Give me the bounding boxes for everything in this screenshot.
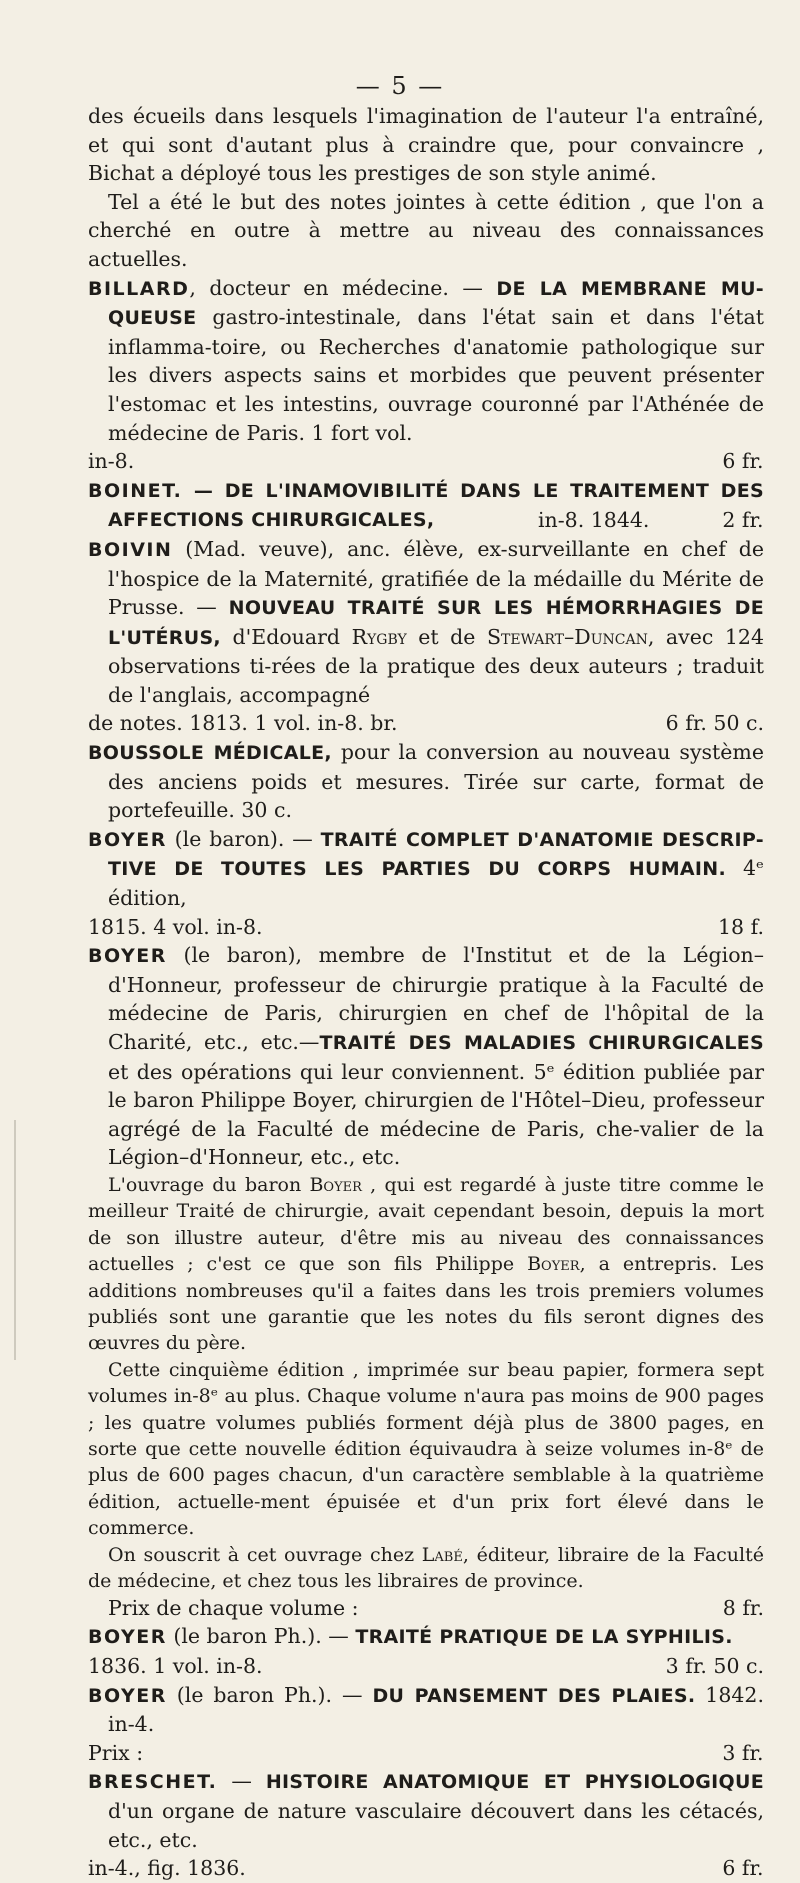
entry-author: BOYER: [88, 828, 167, 851]
entry-text: et de: [406, 624, 487, 649]
entry-format: de notes. 1813. 1 vol. in-8. br.: [88, 711, 398, 736]
entry-boyer-syphilis: [88, 1622, 764, 1680]
entry-billard: [88, 274, 764, 476]
note-paragraph-2: Cette cinquième édition , imprimée sur beau papier, formera sept volumes in-8ᵉ au plus. Chaque volume n'aura pas moins de 900 pages ; les quatre volumes publiés forment déjà plus de 3800 pages, en sorte que cette nouvelle édition équivaudra à seize volumes in-8ᵉ de plus de 600 pages chacun, d'un caractère semblable à la quatrième édition, actuelle-ment épuisée et d'un prix fort élevé dans le commerce.: [88, 1358, 764, 1540]
entry-author: BOIVIN: [88, 538, 173, 561]
entry-price-line: [88, 913, 764, 942]
note-price-line: [88, 1594, 764, 1622]
note-text: On souscrit à cet ouvrage chez: [108, 1543, 422, 1566]
entry-text: 4ᵉ édition,: [108, 856, 764, 911]
entry-text: , docteur en médecine. —: [189, 275, 497, 300]
entry-author: BOYER: [88, 1626, 167, 1649]
entry-name: Stewart–Duncan: [486, 624, 648, 649]
entry-title: TRAITÉ PRATIQUE DE LA SYPHILIS.: [355, 1626, 733, 1649]
entry-price: 6 fr.: [722, 449, 764, 474]
entry-text: gastro-intestinale, dans l'état sain et dans l'état inflamma-toire, ou Recherches d'anatomie pathologique sur les divers aspects sains et morbides que peuvent présenter l'estomac et les intestins, ouvrage couronné par l'Athénée de médecine de Paris. 1 fort vol.: [108, 305, 764, 445]
entry-price-line: [88, 1854, 764, 1883]
entry-price: 8 fr.: [722, 1596, 764, 1621]
entry-author: BOYER: [88, 1684, 167, 1707]
entry-price-line: [88, 709, 764, 738]
note-text: , éditeur, libraire de la Faculté de médecine, et chez tous les libraires de province.: [88, 1543, 764, 1593]
entry-title: DE LA MEMBRANE MU-QUEUSE: [108, 277, 764, 330]
entry-price-line: [88, 447, 764, 476]
note-name: Boyer: [309, 1173, 362, 1196]
entry-text: (le baron Ph.). —: [166, 1682, 373, 1707]
entry-boussole: [88, 738, 764, 825]
note-text: , a entrepris. Les additions nombreuses qu'il a faites dans les trois premiers volumes publiés sont une garantie que les notes du fils seront dignes des œuvres du père.: [88, 1253, 764, 1355]
entry-text: (le baron Ph.). —: [166, 1624, 356, 1649]
entry-title: DU PANSEMENT DES PLAIES.: [372, 1684, 696, 1707]
note-text: , qui est regardé à juste titre comme le meilleur Traité de chirurgie, avait cependant besoin, depuis la mort de son illustre auteur, d'être mis au niveau des connaissances actuelles ; c'est ce que son fils Philippe: [88, 1173, 764, 1276]
entry-text: —: [217, 1769, 266, 1794]
entry-boyer-maladies: [88, 941, 764, 1172]
entry-text: et des opérations qui leur conviennent. 5ᵉ édition publiée par le baron Philippe Boyer, chirurgien de l'Hôtel–Dieu, professeur agrégé de la Faculté de médecine de Paris, che-valier de la Légion–d'Honneur, etc., etc.: [108, 1059, 764, 1170]
entry-price-line: [88, 1652, 764, 1681]
page-number: — 5 —: [355, 72, 445, 100]
entry-price: 18 f.: [718, 914, 764, 939]
catalog-column: [88, 102, 764, 1883]
entry-author: BOYER: [88, 945, 167, 968]
entry-author: BRESCHET.: [88, 1771, 218, 1794]
entry-boinet: [88, 476, 764, 535]
entry-title: — DE L'INAMOVIBILITÉ DANS LE TRAITEMENT DES AFFECTIONS CHIRURGICALES,: [108, 479, 764, 532]
entry-author: BOINET.: [88, 479, 183, 502]
entry-price: 6 fr. 50 c.: [665, 711, 764, 736]
entry-breschet: [88, 1767, 764, 1882]
intro-paragraph-2: Tel a été le but des notes jointes à cette édition , que l'on a cherché en outre à mettre au niveau des connaissances actuelles.: [88, 189, 764, 271]
entry-format: in-8.: [88, 449, 135, 474]
entry-price-line: [88, 1739, 764, 1768]
entry-text: pour la conversion au nouveau système des anciens poids et mesures. Tirée sur carte, format de portefeuille. 30 c.: [108, 740, 764, 823]
entry-format: in-8. 1844.: [538, 508, 650, 533]
note-name: Labé: [421, 1543, 463, 1566]
entry-title: NOUVEAU TRAITÉ SUR LES HÉMORRHAGIES DE L'UTÉRUS,: [108, 597, 764, 649]
entry-text: (le baron), membre de l'Institut et de la Légion–d'Honneur, professeur de chirurgie pratique à la Faculté de médecine de Paris, chirurgien en chef de l'hôpital de la Charité, etc., etc.—: [108, 943, 764, 1054]
entry-text: , avec 124 observations ti-rées de la pratique des deux auteurs ; traduit de l'anglais, accompagné: [108, 624, 764, 707]
entry-title: TRAITÉ DES MALADIES CHIRURGICALES: [319, 1032, 764, 1054]
entry-format: Prix :: [88, 1740, 144, 1765]
entry-author: BILLARD: [88, 277, 190, 300]
entry-title: HISTOIRE ANATOMIQUE ET PHYSIOLOGIQUE: [265, 1771, 764, 1794]
note-text: L'ouvrage du baron: [108, 1173, 310, 1196]
entry-text: (Mad. veuve), anc. élève, ex-surveillante en chef de l'hospice de la Maternité, gratifiée de la médaille du Mérite de Prusse. —: [108, 536, 764, 620]
entry-format: in-4., fig. 1836.: [88, 1856, 246, 1881]
entry-text: d'Edouard: [220, 624, 352, 649]
entry-price: 2 fr.: [722, 508, 764, 533]
entry-boyer-anatomie: [88, 825, 764, 941]
entry-text: (le baron). —: [166, 826, 321, 851]
entry-text: d'un organe de nature vasculaire découvert dans les cétacés, etc., etc.: [108, 1799, 764, 1852]
entry-price: 6 fr.: [722, 1856, 764, 1881]
note-name: Boyer: [527, 1253, 580, 1276]
entry-name: Rygby: [351, 624, 407, 649]
entry-price: 3 fr. 50 c.: [665, 1654, 764, 1679]
entry-price: 3 fr.: [722, 1740, 764, 1765]
entry-title: TRAITÉ COMPLET D'ANATOMIE DESCRIP-TIVE DE TOUTES LES PARTIES DU CORPS HUMAIN.: [108, 828, 764, 881]
entry-format: 1815. 4 vol. in-8.: [88, 914, 263, 939]
entry-title: BOUSSOLE MÉDICALE,: [88, 742, 332, 765]
note-paragraph-1: [88, 1172, 764, 1357]
note-paragraph-3: [88, 1542, 764, 1595]
entry-format: 1836. 1 vol. in-8.: [88, 1654, 263, 1679]
entry-boyer-pansement: [88, 1681, 764, 1768]
note-text: Prix de chaque volume :: [108, 1596, 359, 1621]
intro-paragraph-1: des écueils dans lesquels l'imagination de l'auteur l'a entraîné, et qui sont d'autant plus à craindre que, pour convaincre , Bichat a déployé tous les prestiges de son style animé.: [88, 104, 764, 186]
entry-text: 1842. in-4.: [108, 1682, 764, 1737]
page-edge-shadow: [14, 1120, 16, 1360]
entry-boivin: [88, 535, 764, 738]
